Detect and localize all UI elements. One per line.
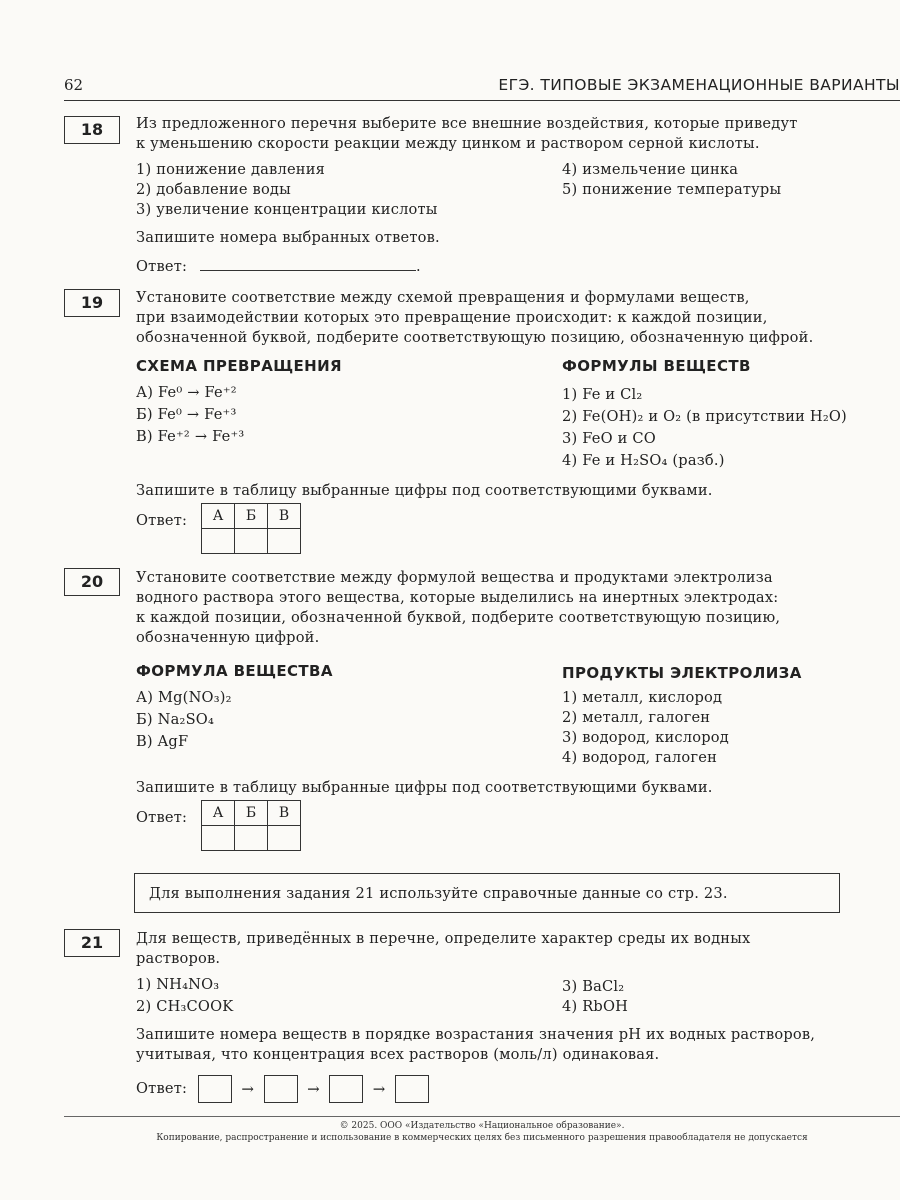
answer-row [136,1075,429,1103]
page-number: 62 [64,76,84,94]
task-text-line: Установите соответствие между формулой вещества и продуктами электролиза [136,569,773,586]
table-header-c: В [268,801,301,826]
task-instruction: Запишите в таблицу выбранные цифры под соответствующими буквами. [136,779,713,796]
right-item-1: 1) Fe и Cl₂ [562,386,643,403]
sequence-box-3[interactable] [329,1075,363,1103]
right-item-4: 4) водород, галоген [562,749,717,766]
option-4: 4) RbOH [562,998,629,1015]
right-item-2: 2) металл, галоген [562,709,711,726]
right-item-3: 3) водород, кислород [562,729,729,746]
left-item-b: Б) Fe⁰ → Fe⁺³ [136,406,237,423]
task-text-line: при взаимодействии которых это превращение происходит: к каждой позиции, [136,309,768,326]
task-number: 20 [64,568,120,596]
task-text-line: Установите соответствие между схемой превращения и формулами веществ, [136,289,750,306]
task-text-line: Для веществ, приведённых в перечне, определите характер среды их водных [136,930,751,947]
sequence-box-1[interactable] [198,1075,232,1103]
copyright-line: © 2025. ООО «Издательство «Национальное образование». [339,1121,625,1131]
task-number: 21 [64,929,120,957]
table-header-b: Б [235,504,268,529]
option-1: 1) понижение давления [136,161,326,178]
arrow-icon: → [307,1080,320,1098]
table-header-a: А [202,504,235,529]
reference-note: Для выполнения задания 21 используйте справочные данные со стр. 23. [134,873,840,913]
right-item-4: 4) Fe и H₂SO₄ (разб.) [562,452,725,469]
answer-cell-b[interactable] [235,529,268,554]
answer-label: Ответ: [136,258,188,275]
task-text-line: к каждой позиции, обозначенной буквой, подберите соответствующую позицию, [136,609,781,626]
option-1: 1) NH₄NO₃ [136,976,220,993]
task-text-line: обозначенную цифрой. [136,629,320,646]
answer-cell-c[interactable] [268,826,301,851]
task-text-line: растворов. [136,950,221,967]
answer-table [201,800,301,851]
answer-cell-b[interactable] [235,826,268,851]
left-item-a: А) Fe⁰ → Fe⁺² [136,384,237,401]
task-text-line: к уменьшению скорости реакции между цинком и раствором серной кислоты. [136,135,760,152]
table-header-a: А [202,801,235,826]
copyright-notice: Копирование, распространение и использование в коммерческих целях без письменного разрешения правообладателя не допускается [156,1133,808,1143]
task-text-line: водного раствора этого вещества, которые выделились на инертных электродах: [136,589,779,606]
option-5: 5) понижение температуры [562,181,782,198]
arrow-icon: → [372,1080,386,1098]
option-2: 2) CH₃COOK [136,998,234,1015]
left-item-b: Б) Na₂SO₄ [136,711,214,728]
page-header [64,74,900,101]
answer-cell-a[interactable] [202,529,235,554]
sequence-box-4[interactable] [395,1075,429,1103]
task-number: 18 [64,116,120,144]
option-3: 3) увеличение концентрации кислоты [136,201,438,218]
running-title: ЕГЭ. ТИПОВЫЕ ЭКЗАМЕНАЦИОННЫЕ ВАРИАНТЫ [498,76,900,94]
answer-table [201,503,301,554]
answer-input-line[interactable] [200,256,416,271]
task-instruction-line: Запишите номера веществ в порядке возрастания значения pH их водных растворов, [136,1026,816,1043]
answer-row: Ответ: . [136,258,421,275]
option-4: 4) измельчение цинка [562,161,739,178]
task-instruction: Запишите номера выбранных ответов. [136,229,440,246]
column-header-left: СХЕМА ПРЕВРАЩЕНИЯ [136,357,342,375]
column-header-right: ПРОДУКТЫ ЭЛЕКТРОЛИЗА [562,664,802,682]
task-text-line: Из предложенного перечня выберите все внешние воздействия, которые приведут [136,115,798,132]
task-number: 19 [64,289,120,317]
right-item-2: 2) Fe(OH)₂ и O₂ (в присутствии H₂O) [562,408,847,425]
column-header-right: ФОРМУЛЫ ВЕЩЕСТВ [562,357,751,375]
answer-label: Ответ: [136,809,188,826]
answer-cell-c[interactable] [268,529,301,554]
task-instruction-line: учитывая, что концентрация всех растворов (моль/л) одинаковая. [136,1046,660,1063]
column-header-left: ФОРМУЛА ВЕЩЕСТВА [136,662,333,680]
table-header-b: Б [235,801,268,826]
answer-cell-a[interactable] [202,826,235,851]
left-item-c: В) AgF [136,733,189,750]
answer-label: Ответ: [136,1080,188,1097]
option-3: 3) BaCl₂ [562,978,625,995]
table-header-c: В [268,504,301,529]
left-item-a: А) Mg(NO₃)₂ [136,689,232,706]
arrow-icon: → [241,1080,255,1098]
right-item-1: 1) металл, кислород [562,689,723,706]
right-item-3: 3) FeO и CO [562,430,656,447]
left-item-c: В) Fe⁺² → Fe⁺³ [136,428,245,445]
sequence-box-2[interactable] [264,1075,298,1103]
task-text-line: обозначенной буквой, подберите соответствующую позицию, обозначенную цифрой. [136,329,814,346]
option-2: 2) добавление воды [136,181,291,198]
answer-label: Ответ: [136,512,188,529]
task-instruction: Запишите в таблицу выбранные цифры под соответствующими буквами. [136,482,713,499]
footer-divider [64,1116,900,1117]
